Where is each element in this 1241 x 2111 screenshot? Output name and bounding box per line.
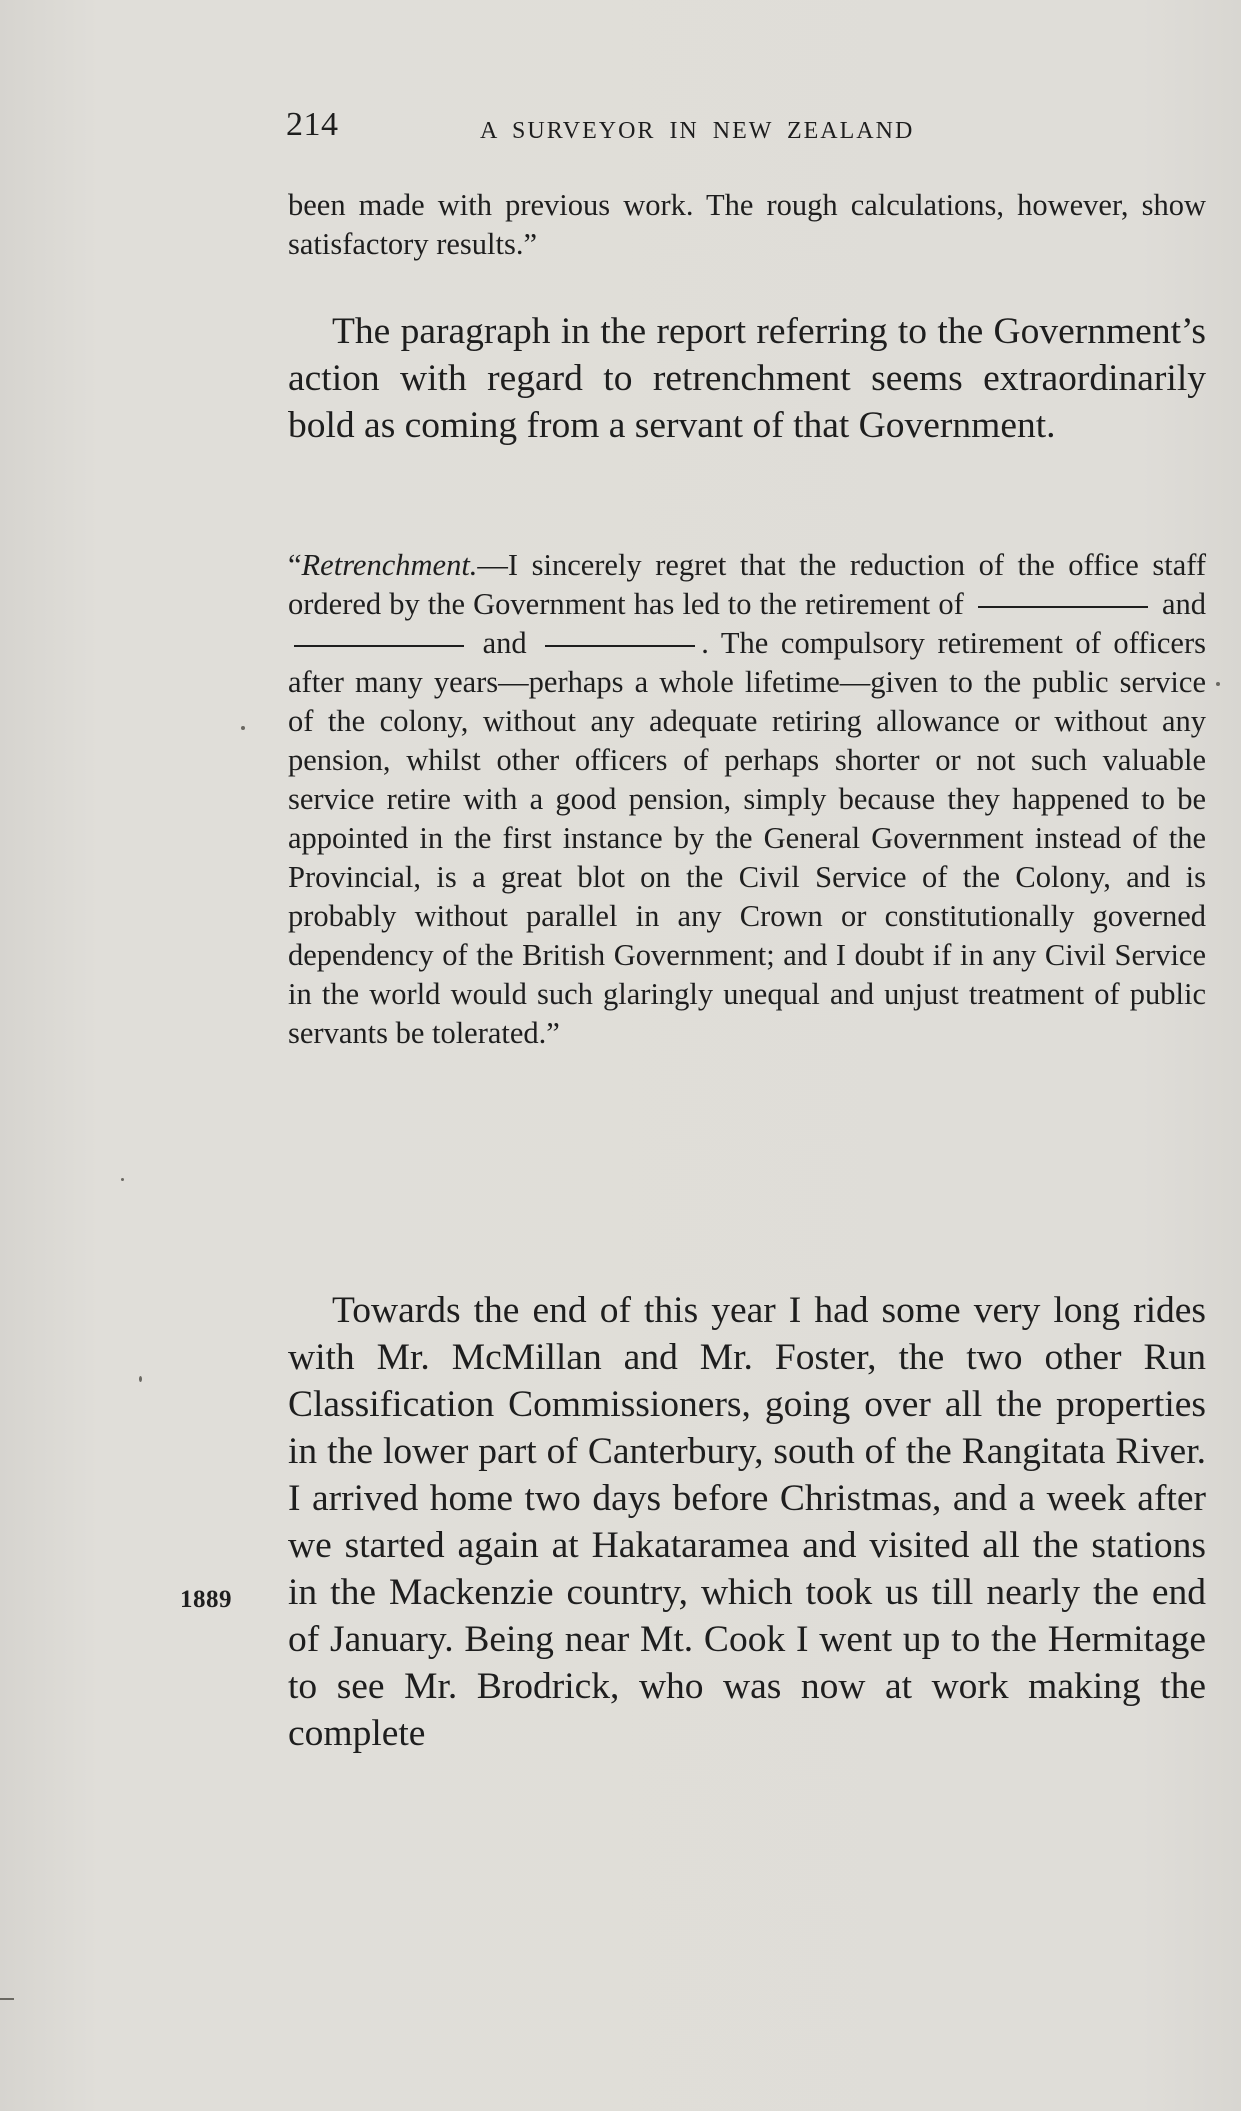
quote-part-1: —I sincerely regret that the reduction of the office staff ordered by the Government has led to the retirement of (288, 548, 1206, 621)
quote-heading: Retrenchment. (301, 548, 478, 582)
paragraph-quote-end (288, 186, 1206, 264)
page-number: 214 (286, 106, 339, 143)
paragraph-text: Towards the end of this year I had some very long rides with Mr. McMillan and Mr. Foster, the two other Run Classification Commissioners, going over all the properties in the lower part of Canterbury, south of the Rangitata River. I arrived home two days before Christmas, and a week after we started again at Hakataramea and visited all the stations in the Mackenzie country, which took us till nearly the end of January. Being near Mt. Cook I went up to the Hermitage to see Mr. Brodrick, who was now at work making the complete (288, 1290, 1206, 1754)
quote-text (288, 546, 1206, 1053)
paper-speck (1216, 682, 1220, 686)
paragraph-long-rides (288, 1287, 1206, 1757)
paragraph-text: been made with previous work. The rough calculations, however, show satisfactory results.” (288, 188, 1206, 261)
paragraph-text: The paragraph in the report referring to the Government’s action with regard to retrenchment seems extraordinarily bold as coming from a servant of that Government. (288, 311, 1206, 446)
open-quote: “ (288, 548, 302, 582)
paper-speck (0, 1998, 14, 2000)
paper-speck (241, 726, 245, 730)
redacted-name-dash (294, 645, 464, 647)
running-title: A SURVEYOR IN NEW ZEALAND (480, 118, 915, 144)
redacted-name-dash (545, 645, 695, 647)
quote-and-1: and (1161, 587, 1206, 621)
paragraph-retrenchment-intro (288, 308, 1206, 449)
margin-year-note: 1889 (180, 1586, 232, 1613)
quote-and-2: and (482, 626, 527, 660)
quote-part-2: . The compulsory retirement of officers after many years—perhaps a whole lifetime—given to the public service of the colony, without any adequate retiring allowance or without any pension, whilst other officers of perhaps shorter or not such valuable service retire with a good pension, simply because they happened to be appointed in the first instance by the General Government instead of the Provincial, is a great blot on the Civil Service of the Colony, and is probably without parallel in any Crown or constitutionally governed dependency of the British Government; and I doubt if in any Civil Service in the world would such glaringly unequal and unjust treatment of public servants be tolerated.” (288, 626, 1206, 1050)
paper-speck (121, 1178, 124, 1181)
paper-speck (139, 1376, 142, 1382)
redacted-name-dash (978, 606, 1148, 608)
block-quote-retrenchment (288, 546, 1206, 1053)
running-head (286, 106, 1206, 150)
